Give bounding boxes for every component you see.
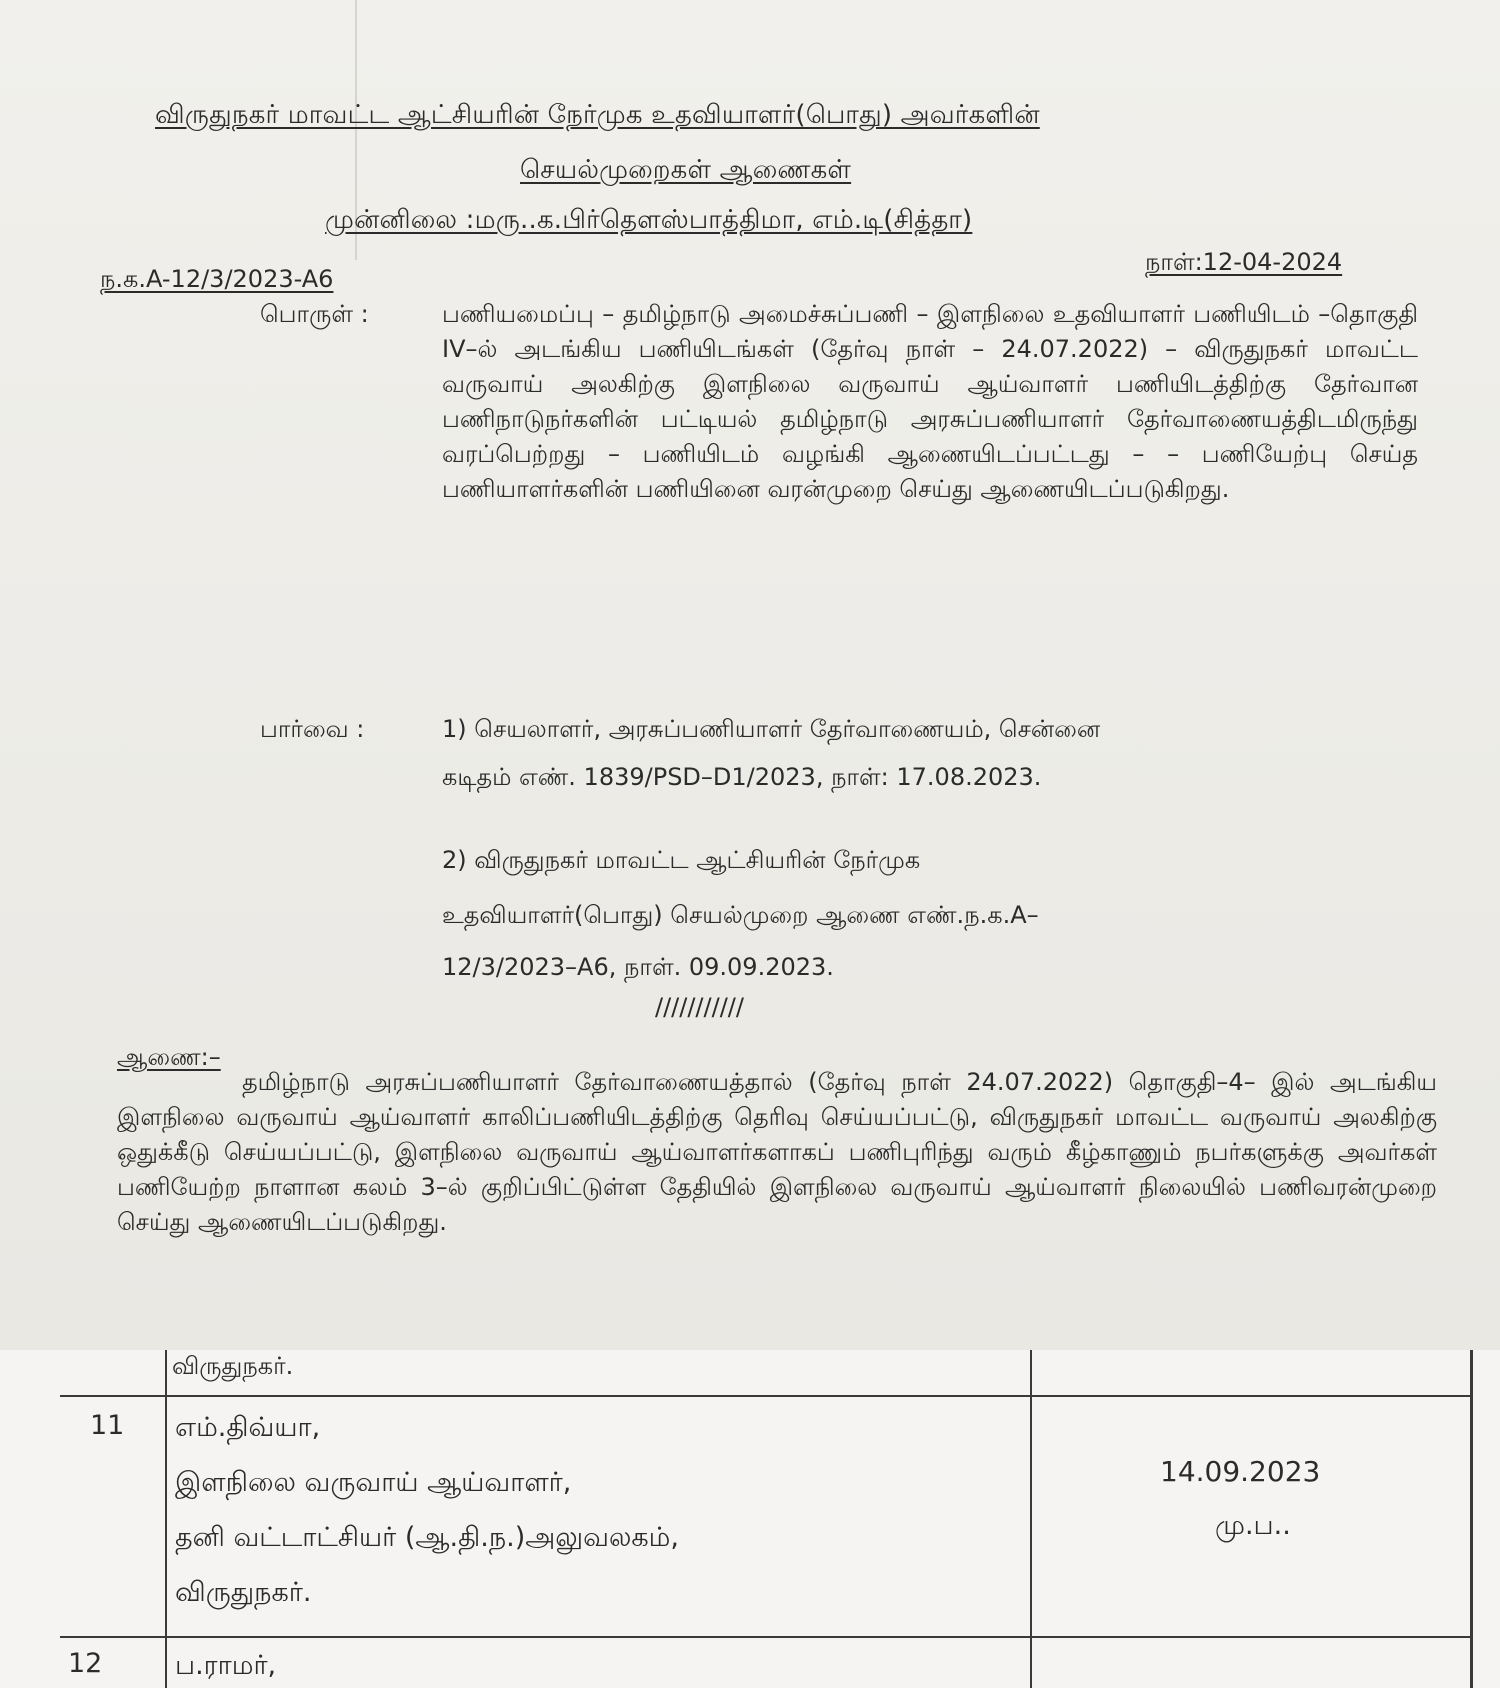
table-row-serial: 11 [90, 1410, 125, 1441]
reference-1-line2: கடிதம் எண். 1839/PSD–D1/2023, நாள்: 17.08.2023. [442, 763, 1042, 791]
reference-1-line1: 1) செயலாளர், அரசுப்பணியாளர் தேர்வாணையம், சென்னை [442, 715, 1101, 743]
section-separator: /////////// [655, 993, 744, 1021]
header-presiding-officer: முன்னிலை :மரு..க.பிர்தௌஸ்பாத்திமா, எம்.டி(சித்தா) [325, 205, 973, 235]
table-row-divider-1 [60, 1395, 1473, 1397]
reference-label: பார்வை : [260, 715, 365, 743]
appointment-table [0, 1350, 1500, 1688]
table-row-designation: இளநிலை வருவாய் ஆய்வாளர், [175, 1467, 572, 1498]
subject-label: பொருள் : [260, 300, 369, 328]
table-row-join-date: 14.09.2023 [1160, 1455, 1321, 1488]
order-text: தமிழ்நாடு அரசுப்பணியாளர் தேர்வாணையத்தால் (தேர்வு நாள் 24.07.2022) தொகுதி–4– இல் அடங்கிய இளநிலை வருவாய் ஆய்வாளர் காலிப்பணியிடத்திற்கு தெரிவு செய்யப்பட்டு, விருதுநகர் மாவட்ட வருவாய் அலகிற்கு ஒதுக்கீடு செய்யப்பட்டு, இளநிலை வருவாய் ஆய்வாளர்களாகப் பணிபுரிந்து வரும் கீழ்காணும் நபர்களுக்கு அவர்கள் பணியேற்ற நாளான கலம் 3–ல் குறிப்பிட்டுள்ள தேதியில் இளநிலை வருவாய் ஆய்வாளர் நிலையில் பணிவரன்முறை செய்து ஆணையிடப்படுகிறது. [117, 1068, 1437, 1236]
reference-2-line3: 12/3/2023–A6, நாள். 09.09.2023. [442, 953, 834, 981]
table-row-name: ப.ராமர், [175, 1650, 277, 1681]
table-row-office: தனி வட்டாட்சியர் (ஆ.தி.ந.)அலுவலகம், [175, 1522, 679, 1553]
subject-text: பணியமைப்பு – தமிழ்நாடு அமைச்சுப்பணி – இளநிலை உதவியாளர் பணியிடம் –தொகுதி IV–ல் அடங்கிய பணியிடங்கள் (தேர்வு நாள் – 24.07.2022) – விருதுநகர் மாவட்ட வருவாய் அலகிற்கு இளநிலை வருவாய் ஆய்வாளர் பணியிடத்திற்கு தேர்வான பணிநாடுநர்களின் பட்டியல் தமிழ்நாடு அரசுப்பணியாளர் தேர்வாணையத்திடமிருந்து வரப்பெற்றது – பணியிடம் வழங்கி ஆணையிடப்பட்டது – – பணியேற்பு செய்த பணியாளர்களின் பணியினை வரன்முறை செய்து ஆணையிடப்படுகிறது. [442, 300, 1418, 503]
table-row-serial: 12 [68, 1648, 103, 1679]
document-date: நாள்:12-04-2024 [1145, 248, 1343, 276]
table-row-name: எம்.திவ்யா, [175, 1412, 321, 1443]
table-row-session: மு.ப.. [1215, 1510, 1291, 1541]
order-label: ஆணை:– [117, 1043, 221, 1071]
table-row-place: விருதுநகர். [175, 1577, 312, 1608]
header-title-line2: செயல்முறைகள் ஆணைகள் [520, 155, 852, 185]
table-row-divider-2 [60, 1636, 1473, 1638]
reference-number: ந.க.A-12/3/2023-A6 [100, 265, 334, 293]
reference-2-line1: 2) விருதுநகர் மாவட்ட ஆட்சியரின் நேர்முக [442, 846, 921, 874]
reference-2-line2: உதவியாளர்(பொது) செயல்முறை ஆணை எண்.ந.க.A– [442, 901, 1039, 929]
header-title-line1: விருதுநகர் மாவட்ட ஆட்சியரின் நேர்முக உதவியாளர்(பொது) அவர்களின் [155, 100, 1040, 130]
table-prev-row-tail: விருதுநகர். [172, 1352, 294, 1380]
